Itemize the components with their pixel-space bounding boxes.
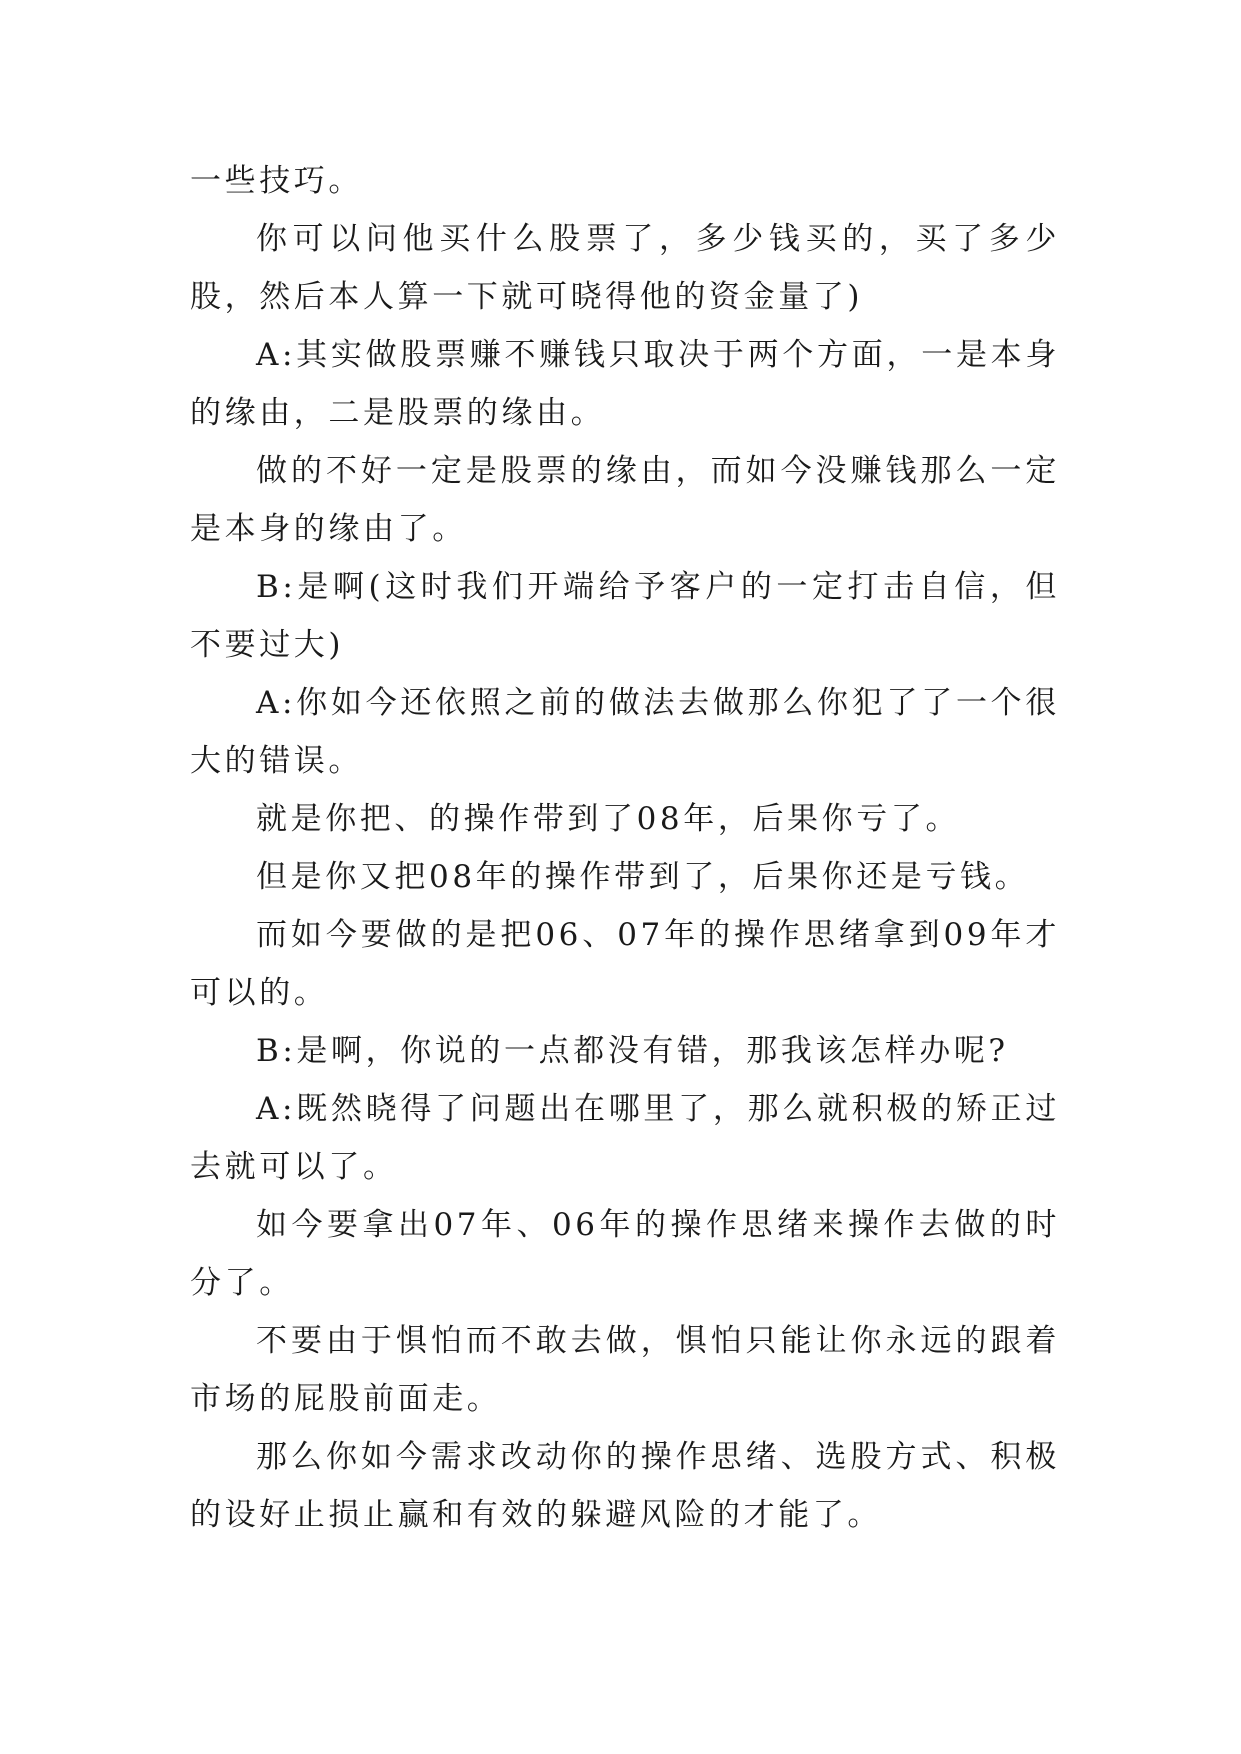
paragraph-12: 如今要拿出07年、06年的操作思绪来操作去做的时分了。 [190,1207,1060,1301]
paragraph-2: 你可以问他买什么股票了，多少钱买的，买了多少股，然后本人算一下就可晓得他的资金量了) [190,221,1060,315]
paragraph-7: 就是你把、的操作带到了08年，后果你亏了。 [256,801,961,837]
paragraph-14: 那么你如今需求改动你的操作思绪、选股方式、积极的设好止损止赢和有效的躲避风险的才能了。 [190,1439,1060,1533]
paragraph-8: 但是你又把08年的操作带到了，后果你还是亏钱。 [256,859,1030,895]
document-body [190,152,1060,1544]
paragraph-10: B:是啊，你说的一点都没有错，那我该怎样办呢? [256,1033,1009,1069]
paragraph-4: 做的不好一定是股票的缘由，而如今没赚钱那么一定是本身的缘由了。 [190,453,1060,547]
paragraph-1: 一些技巧。 [190,163,363,199]
paragraph-13: 不要由于惧怕而不敢去做，惧怕只能让你永远的跟着市场的屁股前面走。 [190,1323,1060,1417]
paragraph-6: A:你如今还依照之前的做法去做那么你犯了了一个很大的错误。 [190,685,1060,779]
paragraph-5: B:是啊(这时我们开端给予客户的一定打击自信，但不要过大) [190,569,1060,663]
paragraph-9: 而如今要做的是把06、07年的操作思绪拿到09年才可以的。 [190,917,1060,1011]
paragraph-11: A:既然晓得了问题出在哪里了，那么就积极的矫正过去就可以了。 [190,1091,1060,1185]
paragraph-3: A:其实做股票赚不赚钱只取决于两个方面，一是本身的缘由，二是股票的缘由。 [190,337,1060,431]
